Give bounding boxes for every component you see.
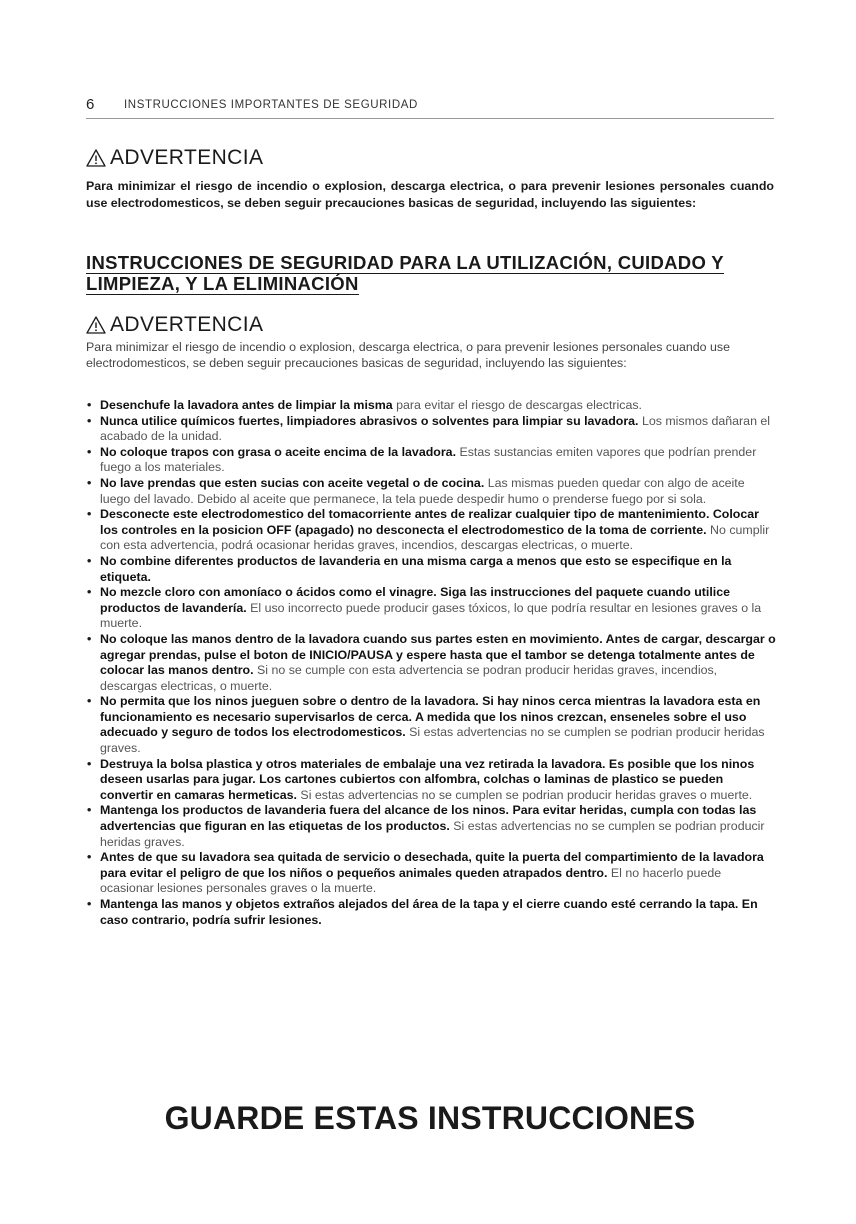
list-item: • Antes de que su lavadora sea quitada de servicio o desechada, quite la puerta del compartimiento de la lavadora para evitar el peligro de que los niños o pequeños animales queden atrapados dentro. El no hacerlo puede ocasionar lesiones personales graves o la muerte. [86,850,776,897]
list-item: • Nunca utilice químicos fuertes, limpiadores abrasivos o solventes para limpiar su lavadora. Los mismos dañaran el acabado de la unidad. [86,414,776,445]
list-item: • Desconecte este electrodomestico del tomacorriente antes de realizar cualquier tipo de mantenimiento. Colocar los controles en la posicion OFF (apagado) no desconecta el electrodomestico de la toma de corriente. No cumplir con esta advertencia, podrá ocasionar heridas graves, incendios, descargas electricas, o muerte. [86,507,776,554]
list-item: • No lave prendas que esten sucias con aceite vegetal o de cocina. Las mismas pueden quedar con algo de aceite luego del lavado. Debido al aceite que permanece, la tela puede despedir humo o prenderse fuego por si sola. [86,476,776,507]
warning-title: ADVERTENCIA [110,313,264,336]
section-title: INSTRUCCIONES DE SEGURIDAD PARA LA UTILIZACIÓN, CUIDADO Y LIMPIEZA, Y LA ELIMINACIÓN [86,252,724,294]
warning-heading-2 [86,313,263,337]
warning-intro: Para minimizar el riesgo de incendio o explosion, descarga electrica, o para prevenir lesiones personales cuando use electrodomesticos, se deben seguir precauciones basicas de seguridad, incluyendo las siguientes: [86,340,730,370]
list-item: • No coloque trapos con grasa o aceite encima de la lavadora. Estas sustancias emiten vapores que podrían prender fuego a los materiales. [86,445,776,476]
list-item: • Desenchufe la lavadora antes de limpiar la misma para evitar el riesgo de descargas electricas. [86,398,776,414]
warning-title: ADVERTENCIA [110,146,264,169]
warning-intro-bold: Para minimizar el riesgo de incendio o explosion, descarga electrica, o para prevenir lesiones personales cuando use electrodomesticos, se deben seguir precauciones basicas de seguridad, incluyendo las siguientes: [86,179,774,210]
footer-title: GUARDE ESTAS INSTRUCCIONES [164,1100,696,1136]
list-item: • Mantenga las manos y objetos extraños alejados del área de la tapa y el cierre cuando esté cerrando la tapa. En caso contrario, podría sufrir lesiones. [86,897,776,928]
warning-triangle-icon [86,316,106,334]
list-item: • No combine diferentes productos de lavanderia en una misma carga a menos que esto se especifique en la etiqueta. [86,554,776,585]
page-header [86,96,774,119]
list-item: • No permita que los ninos jueguen sobre o dentro de la lavadora. Si hay ninos cerca mientras la lavadora esta en funcionamiento es necesario supervisarlos de cerca. A medida que los ninos crezcan, enseneles sobre el uso adecuado y seguro de todos los electrodomesticos. Si estas advertencias no se cumplen se podrian producir heridas graves. [86,694,776,756]
warning-triangle-icon [86,149,106,167]
list-item: • No coloque las manos dentro de la lavadora cuando sus partes esten en movimiento. Antes de cargar, descargar o agregar prendas, pulse el boton de INICIO/PAUSA y espere hasta que el tambor se detenga totalmente antes de colocar las manos dentro. Si no se cumple con esta advertencia se podran producir heridas graves, incendios, descargas electricas, o muerte. [86,632,776,694]
warning-heading-1 [86,146,263,170]
page-number: 6 [86,96,95,113]
list-item: • Mantenga los productos de lavanderia fuera del alcance de los ninos. Para evitar heridas, cumpla con todas las advertencias que figuran en las etiquetas de los productos. Si estas advertencias no se cumplen se podrian producir heridas graves. [86,803,776,850]
header-title: INSTRUCCIONES IMPORTANTES DE SEGURIDAD [124,99,418,111]
list-item: • Destruya la bolsa plastica y otros materiales de embalaje una vez retirada la lavadora. Es posible que los ninos deseen usarlas para jugar. Los cartones cubiertos con alfombra, colchas o laminas de plastico se pueden convertir en camaras hermeticas. Si estas advertencias no se cumplen se podrian producir heridas graves o muerte. [86,757,776,804]
list-item: • No mezcle cloro con amoníaco o ácidos como el vinagre. Siga las instrucciones del paquete cuando utilice productos de lavandería. El uso incorrecto puede producir gases tóxicos, lo que podría resultar en lesiones graves o la muerte. [86,585,776,632]
safety-instruction-list [86,398,776,928]
